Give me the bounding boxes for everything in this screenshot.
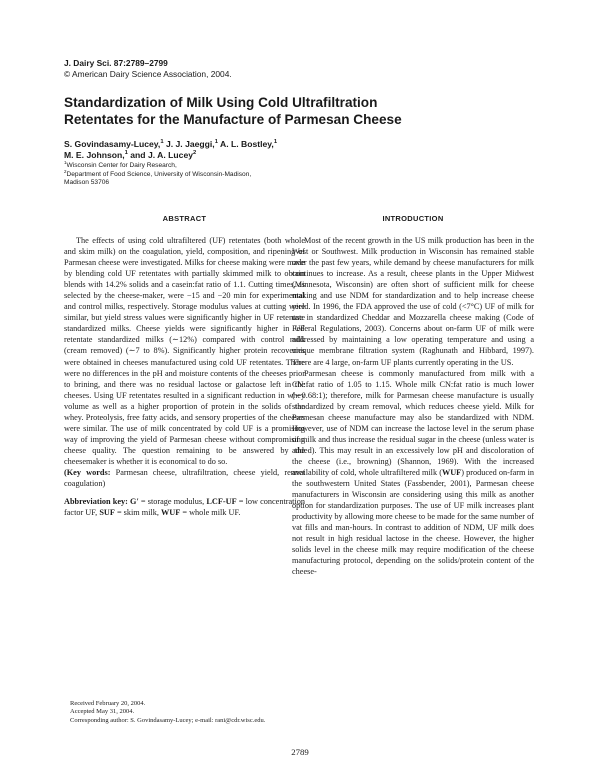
introduction-paragraph-1: Most of the recent growth in the US milk production has been in the West or Southwest. Milk production in Wisconsin has remained stable over the past few years, while demand by cheese manufacturers for milk continues to increase. As a result, cheese plants in the Upper Midwest (Minnesota, Wisconsin) are often short of sufficient milk for cheese making and use NDM for standardization and to help increase cheese yield. In 1996, the FDA approved the use of cold (<7°C) UF of milk for use in standardized Cheddar and Mozzarella cheese making (Code of Federal Regulations, 2003). Concerns about on-farm UF of milk were addressed by maintaining a low operating temperature and using a unique membrane filtration system (Raghunath and Hibbard, 1997). There are 4 large, on-farm UF plants currently operating in the US. <box>292 236 534 367</box>
accepted-date: Accepted May 31, 2004. <box>70 708 135 716</box>
keywords-text: Parmesan cheese, ultrafiltration, cheese yield, rennet coagulation) <box>64 467 305 489</box>
author-list <box>64 139 364 161</box>
article-title-line-2: Retentates for the Manufacture of Parmesan Cheese <box>64 111 402 127</box>
author-name: S. Govindasamy-Lucey, <box>64 139 161 149</box>
corresponding-author: Corresponding author: S. Govindasamy-Lucey; e-mail: rani@cdr.wisc.edu. <box>70 716 266 724</box>
article-title-line-1: Standardization of Milk Using Cold Ultrafiltration <box>64 95 378 110</box>
author-name: M. E. Johnson, <box>64 150 125 160</box>
abstract-heading: ABSTRACT <box>162 214 207 223</box>
keywords <box>64 467 305 489</box>
author-affiliation-mark: 1 <box>160 139 164 146</box>
author-affiliation-mark: 1 <box>214 139 218 146</box>
affiliations <box>64 159 364 188</box>
copyright-notice: © American Dairy Science Association, 2004. <box>64 69 232 79</box>
received-date: Received February 20, 2004. <box>70 700 146 707</box>
affiliation-1: $^1$Wisconsin Center for Dairy Research, <box>64 159 177 169</box>
abbreviation-key: Abbreviation key: G′ = storage modulus, LCF-UF = low concentration factor UF, SUF = skim milk, WUF = whole milk UF. <box>64 497 305 518</box>
introduction-heading: INTRODUCTION <box>382 214 444 223</box>
abstract-body: The effects of using cold ultrafiltered (UF) retentates (both whole and skim milk) on the coagulation, yield, composition, and ripening of Parmesan cheese were investigated. Milks for cheese making were made by blending cold UF retentates with partially skimmed milk to obtain blends with 14.2% solids and a casein:fat ratio of 1.1. Cutting times, as selected by the cheese-maker, were −15 and −20 min for experimental and control milks, respectively. Storage modulus values at cutting were similar, but yield stress values were significantly higher in UF retentate standardized milks. Cheese yields were significantly higher in UF retentate standardized milks (∼12%) compared with control milk (cream removed) (∼7 to 8%). Significantly higher protein recoveries were obtained in cheeses manufactured using cold UF retentates. There were no differences in the pH and moisture contents of the cheeses prior to brining, and there was no residual lactose or galactose left in the cheeses. Using UF retentates resulted in a significant reduction in whey volume as well as a higher proportion of protein in the solids of the whey. Proteolysis, free fatty acids, and sensory properties of the cheeses were similar. The use of milk concentrated by cold UF is a promising way of improving the yield of Parmesan cheese without compromising cheese quality. The question remaining to be answered by the cheesemaker is whether it is economical to do so. <box>64 236 305 466</box>
article-footnotes <box>64 700 305 725</box>
affiliation-2: $^2$Department of Food Science, University of Wisconsin-Madison, <box>64 168 252 178</box>
author-affiliation-mark: 1 <box>124 150 128 157</box>
page-number: 2789 <box>291 747 309 757</box>
journal-citation: J. Dairy Sci. 87:2789–2799 <box>64 58 168 68</box>
author-name: A. L. Bostley, <box>217 139 274 149</box>
affiliation-2-city: Madison 53706 <box>64 179 110 187</box>
abstract-column <box>64 214 305 518</box>
author-name: and J. A. Lucey <box>127 150 193 160</box>
article-title <box>64 95 534 128</box>
introduction-paragraph-2: Parmesan cheese is commonly manufactured from milk with a CN:fat ratio of 1.05 to 1.15. Whole milk CN:fat ratio is much lower (∼0.68:1); therefore, milk for Parmesan cheese manufacture is usually standardized by cream removal, which reduces cheese yield. Milk for Parmesan cheese manufacture may also be standardized with NDM. However, use of NDM can increase the lactose level in the serum phase of milk and thus increase the residual sugar in the cheese (unless water is added). This may result in an excessively low pH and discoloration of the cheese (i.e., browning) (Shannon, 1969). With the increased availability of cold, whole ultrafiltered milk (WUF) produced on-farm in the southwestern United States (Fassbender, 2001), Parmesan cheese manufacturers in Wisconsin are considering using this milk as another option for standardization purposes. The use of UF milk increases plant productivity by allowing more cheese to be made for the same number of vat fills and man-hours. In contrast to addition of NDM, UF milk does not result in high residual lactose in the cheese. However, the higher solids level in the cheese milk may require modification of the cheese manufacturing protocol, depending on the solids/protein content of the cheese- <box>292 368 534 577</box>
introduction-column <box>292 214 534 577</box>
keywords-label: (Key words: <box>64 467 111 477</box>
journal-header <box>64 58 232 80</box>
author-name: J. J. Jaeggi, <box>163 139 215 149</box>
author-affiliation-mark: 2 <box>193 150 197 157</box>
author-affiliation-mark: 1 <box>273 139 278 146</box>
